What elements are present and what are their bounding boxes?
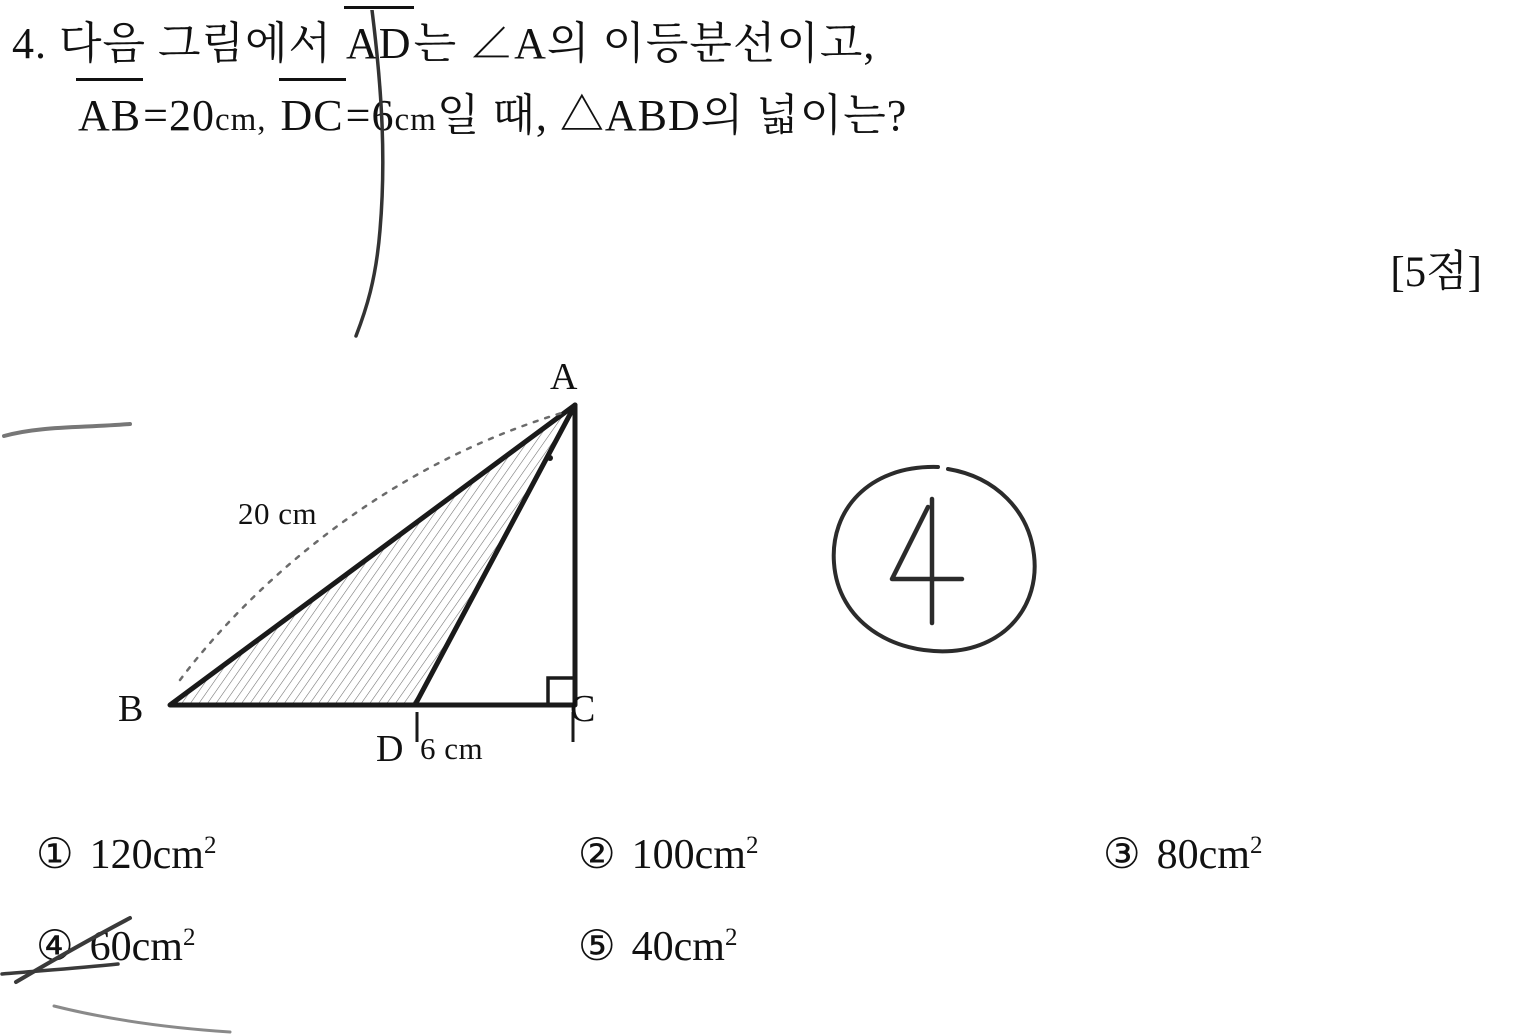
- choice-3[interactable]: [1103, 818, 1262, 883]
- stem-text-1a: 다음 그림에서: [59, 19, 345, 68]
- stem-line-2: [10, 80, 1510, 156]
- choice-3-label: 80cm: [1156, 832, 1250, 878]
- dc-value: =6: [345, 91, 395, 140]
- triangle-diagram: [70, 350, 690, 790]
- figure-label-b: B: [118, 688, 144, 730]
- stem-text-2b: 일 때, △ABD의 넓이는?: [436, 91, 908, 140]
- choice-5-exponent: 2: [724, 924, 738, 951]
- stem-line-1: [10, 8, 1510, 80]
- dc-unit: cm: [394, 102, 437, 138]
- choice-4-label: 60cm: [89, 924, 183, 970]
- choice-4-exponent: 2: [182, 924, 196, 951]
- geometry-figure: [70, 350, 690, 790]
- angle-bisector-tick: [547, 455, 553, 461]
- points-label: [5점]: [1390, 249, 1482, 296]
- figure-dimension-dc: 6 cm: [420, 731, 484, 766]
- choice-2[interactable]: [578, 818, 758, 883]
- segment-ab-overline: AB: [76, 80, 143, 152]
- choice-2-exponent: 2: [745, 832, 759, 859]
- choice-4-number: ④: [36, 924, 74, 970]
- choice-1-label: 120cm: [89, 832, 204, 878]
- choice-1[interactable]: [36, 818, 216, 883]
- answer-choices: [18, 818, 1518, 1002]
- grader-circled-answer: [820, 455, 1050, 665]
- stray-pen-stroke: [352, 10, 392, 340]
- segment-dc-overline: DC: [279, 80, 346, 152]
- choice-row-2: [18, 910, 1518, 1002]
- choice-3-exponent: 2: [1249, 832, 1263, 859]
- figure-dimension-ab: 20 cm: [238, 496, 318, 531]
- choice-1-exponent: 2: [203, 832, 217, 859]
- question-stem: [10, 8, 1510, 156]
- choice-2-number: ②: [578, 832, 616, 878]
- stem-text-1b: 는 ∠A의 이등분선이고,: [413, 19, 876, 68]
- figure-label-c: C: [570, 688, 596, 730]
- figure-label-a: A: [550, 356, 578, 398]
- ab-unit: cm,: [214, 102, 267, 138]
- choice-5[interactable]: [578, 910, 737, 975]
- choice-1-number: ①: [36, 832, 74, 878]
- choice-5-number: ⑤: [578, 924, 616, 970]
- choice-row-1: [18, 818, 1518, 910]
- segment-ad-overline: AD: [344, 8, 414, 80]
- choice-3-number: ③: [1103, 832, 1141, 878]
- ab-value: =20: [143, 91, 215, 140]
- question-number: 4.: [12, 19, 47, 68]
- choice-5-label: 40cm: [631, 924, 725, 970]
- choice-2-label: 100cm: [631, 832, 746, 878]
- choice-4[interactable]: [36, 910, 195, 975]
- figure-label-d: D: [376, 728, 404, 770]
